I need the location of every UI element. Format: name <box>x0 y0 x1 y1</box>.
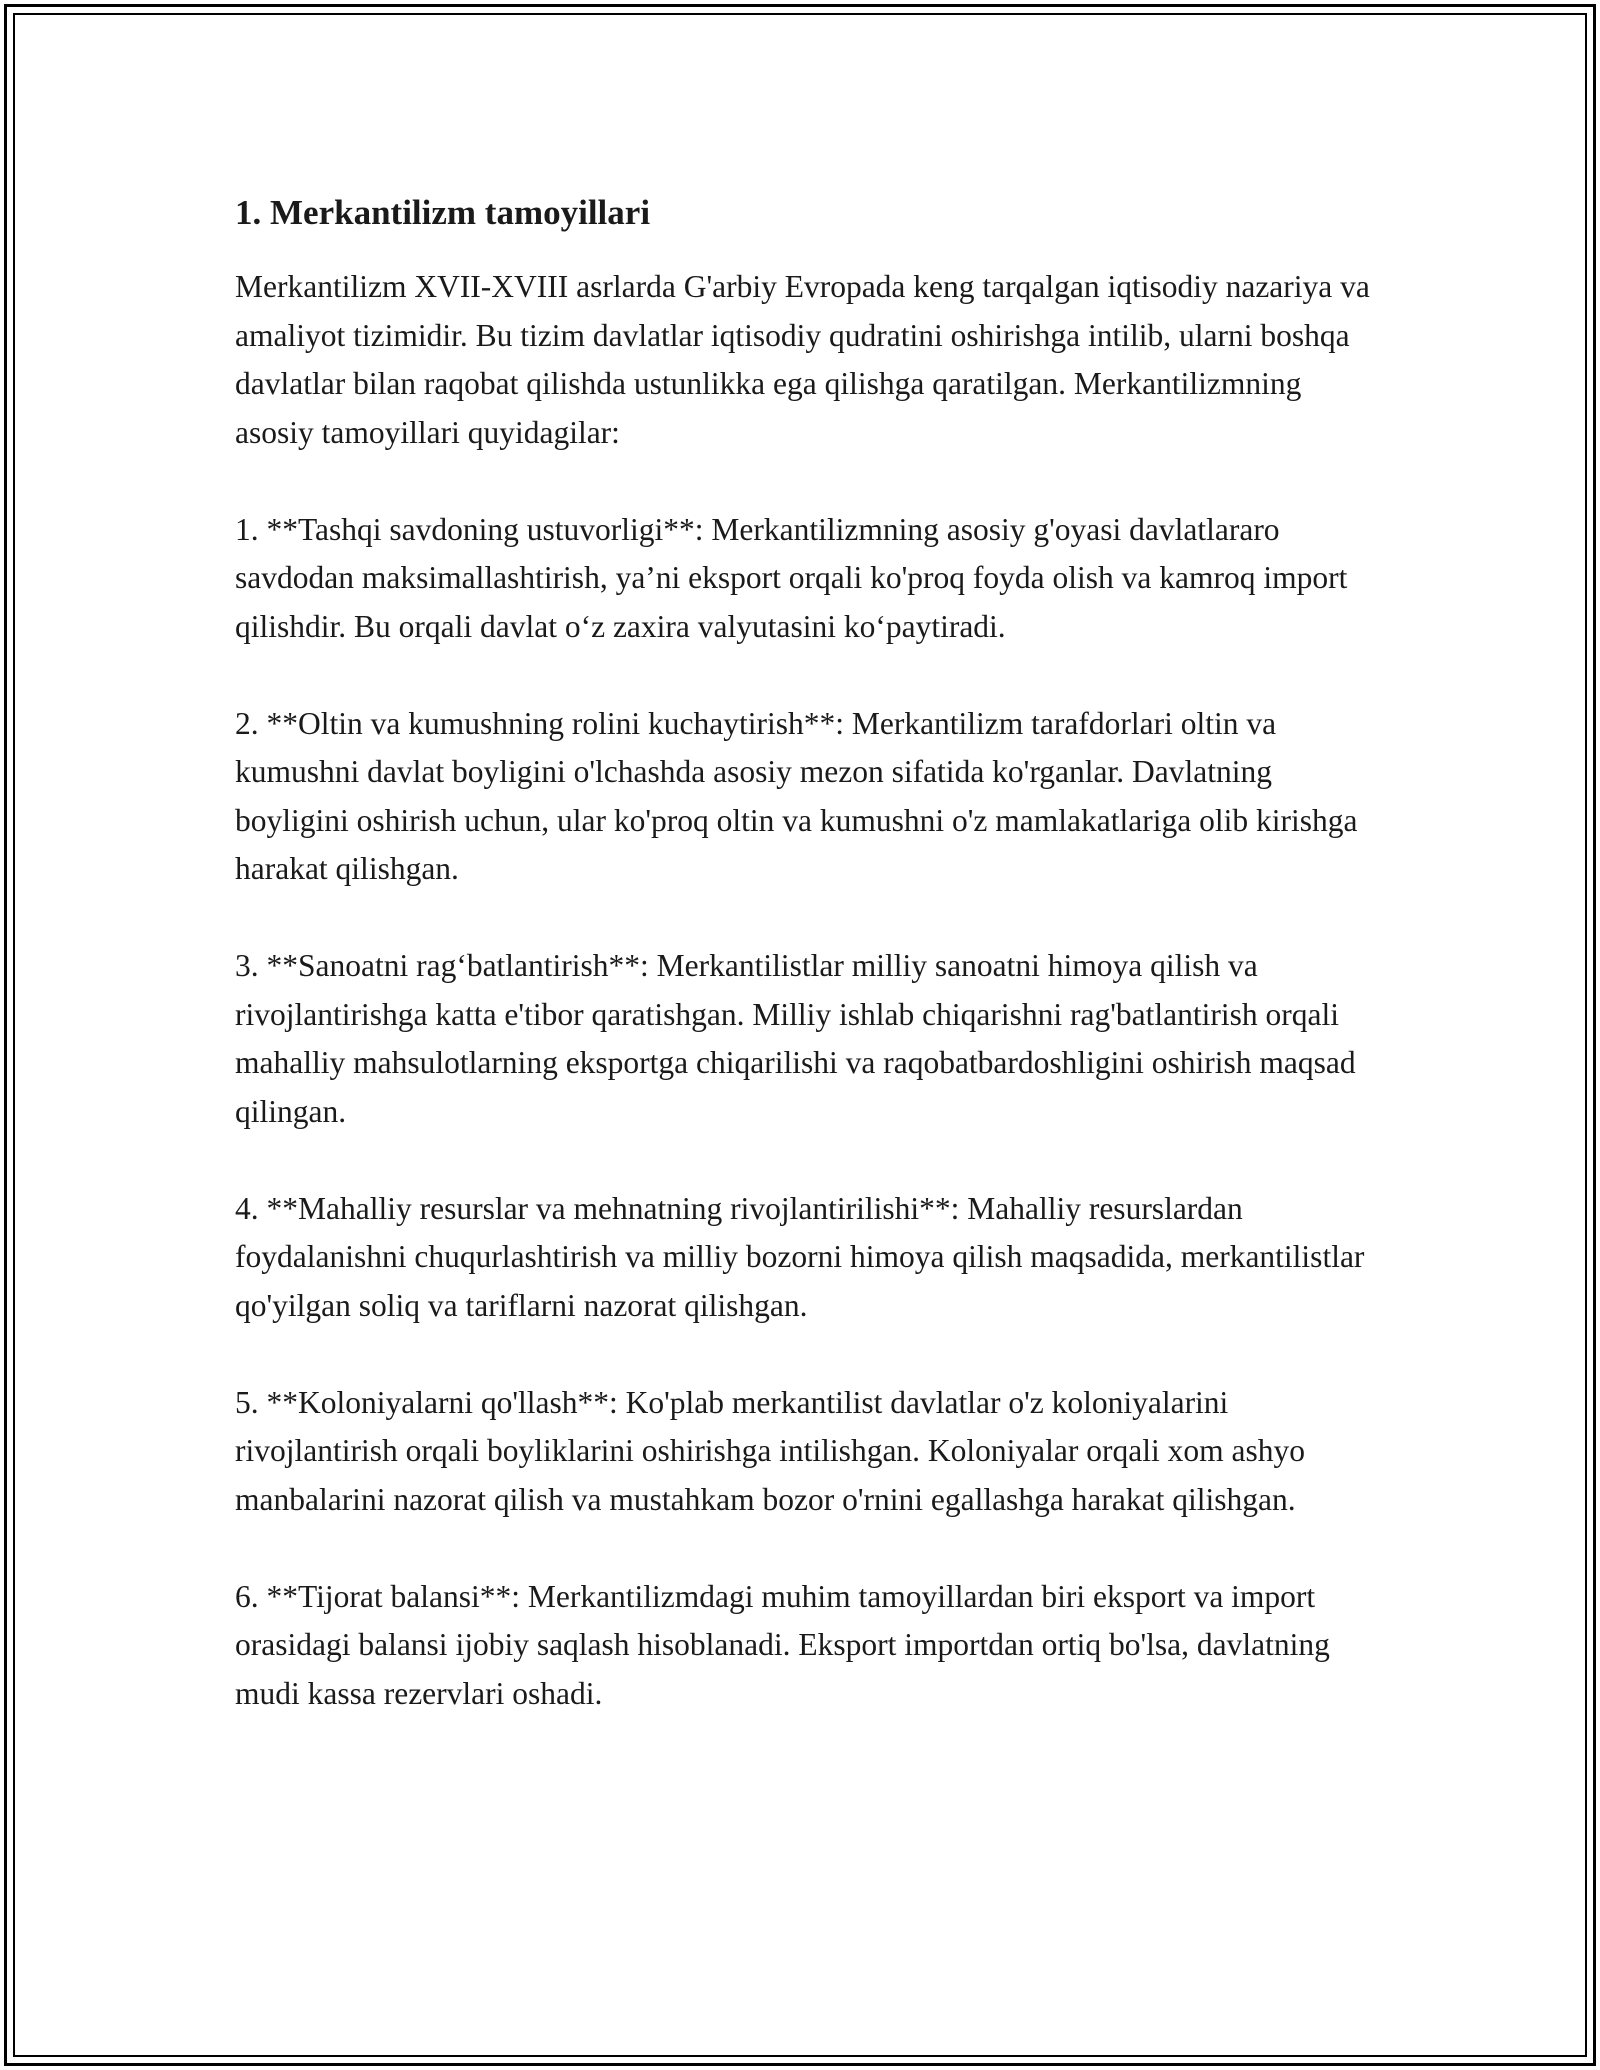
list-item: 4. **Mahalliy resurslar va mehnatning rivojlantirilishi**: Mahalliy resurslardan foydalanishni chuqurlashtirish va milliy bozorni himoya qilish maqsadida, merkantilistlar qo'yilgan soliq va tariflarni nazorat qilishgan. <box>235 1190 1365 1323</box>
list-item: 1. **Tashqi savdoning ustuvorligi**: Merkantilizmning asosiy g'oyasi davlatlararo savdodan maksimallashtirish, ya’ni eksport orqali ko'proq foyda olish va kamroq import qilishdir. Bu orqali davlat o‘z zaxira valyutasini ko‘paytiradi. <box>235 511 1348 644</box>
list-item: 3. **Sanoatni rag‘batlantirish**: Merkantilistlar milliy sanoatni himoya qilish va rivojlantirishga katta e'tibor qaratishgan. Milliy ishlab chiqarishni rag'batlantirish orqali mahalliy mahsulotlarning eksportga chiqarilishi va raqobatbardoshligini oshirish maqsad qilingan. <box>235 948 1356 1129</box>
document-title: 1. Merkantilizm tamoyillari <box>235 193 651 232</box>
document-body <box>235 190 1370 1767</box>
list-item: 2. **Oltin va kumushning rolini kuchaytirish**: Merkantilizm tarafdorlari oltin va kumushni davlat boyligini o'lchashda asosiy mezon sifatida ko'rganlar. Davlatning boyligini oshirish uchun, ular ko'proq oltin va kumushni o'z mamlakatlariga olib kirishga harakat qilishgan. <box>235 705 1358 886</box>
list-item: 6. **Tijorat balansi**: Merkantilizmdagi muhim tamoyillardan biri eksport va import orasidagi balansi ijobiy saqlash hisoblanadi. Eksport importdan ortiq bo'lsa, davlatning mudi kassa rezervlari oshadi. <box>235 1578 1330 1711</box>
intro-paragraph: Merkantilizm XVII-XVIII asrlarda G'arbiy Evropada keng tarqalgan iqtisodiy nazariya va amaliyot tizimidir. Bu tizim davlatlar iqtisodiy qudratini oshirishga intilib, ularni boshqa davlatlar bilan raqobat qilishda ustunlikka ega qilishga qaratilgan. Merkantilizmning asosiy tamoyillari quyidagilar: <box>235 269 1370 450</box>
list-item: 5. **Koloniyalarni qo'llash**: Ko'plab merkantilist davlatlar o'z koloniyalarini rivojlantirish orqali boyliklarini oshirishga intilishgan. Koloniyalar orqali xom ashyo manbalarini nazorat qilish va mustahkam bozor o'rnini egallashga harakat qilishgan. <box>235 1384 1305 1517</box>
